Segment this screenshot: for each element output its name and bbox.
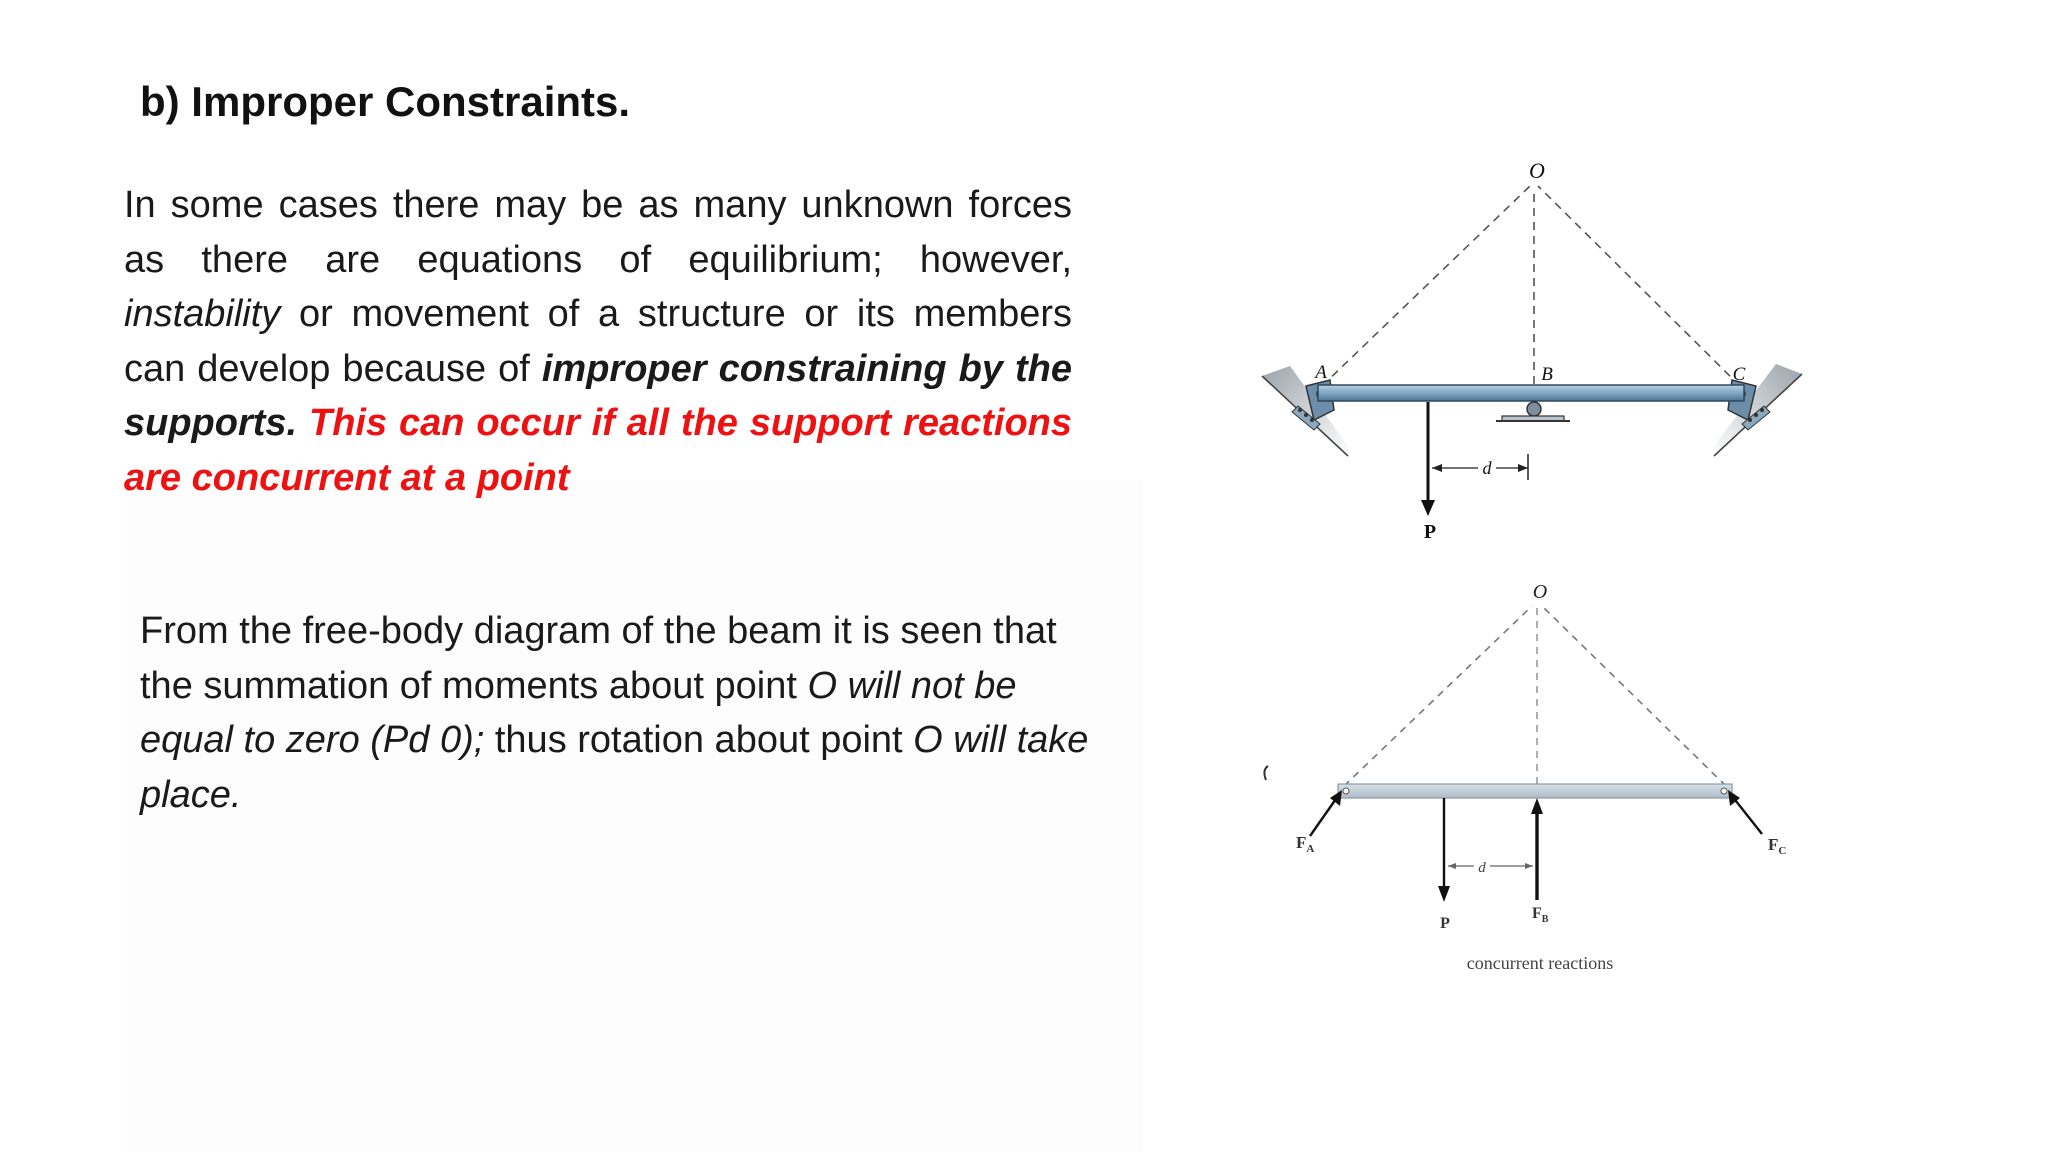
force-FB-arrowhead xyxy=(1531,798,1543,814)
figure-caption: concurrent reactions xyxy=(1466,953,1614,973)
label-FB: $F_B$ xyxy=(1532,905,1549,925)
load-P-arrowhead xyxy=(1421,500,1435,516)
fbd-text-1: From the free-body diagram of the beam it is seen that the summation of moments about point xyxy=(140,610,1057,707)
bottom-beam xyxy=(1338,784,1732,798)
intro-highlight-concurrent: This can occur if all the support reactions are concurrent at a point xyxy=(124,402,1072,499)
label-P-top: P xyxy=(1423,521,1437,543)
label-C: C xyxy=(1732,364,1746,385)
fbd-text-2: thus rotation about point xyxy=(484,719,914,762)
force-FA-arrow xyxy=(1310,796,1338,836)
label-B: B xyxy=(1541,364,1553,385)
fbd-conclusion: O will take place. xyxy=(140,719,1089,816)
intro-term-instability: instability xyxy=(124,293,281,336)
label-d-bottom: d xyxy=(1478,860,1486,876)
label-FC: $F_C$ xyxy=(1768,835,1787,857)
ground-A xyxy=(1262,366,1348,456)
intro-text-2: or movement of a structure or its members can develop because of xyxy=(124,293,1072,390)
top-beam xyxy=(1318,385,1744,401)
load-P-arrowhead-bottom xyxy=(1438,886,1450,902)
top-line-A-to-O xyxy=(1322,186,1530,386)
fbd-moment-statement: O will not be equal to zero (Pd 0); xyxy=(140,664,1017,762)
bottom-line-C-to-O xyxy=(1542,606,1726,786)
label-O-bottom: O xyxy=(1532,581,1548,603)
label-d-top: d xyxy=(1482,458,1492,478)
ground-C xyxy=(1714,364,1802,456)
dimension-d-top xyxy=(1432,454,1528,480)
label-FA: $F_A$ xyxy=(1296,833,1315,855)
dimension-d-bottom xyxy=(1448,863,1533,869)
top-line-C-to-O xyxy=(1538,186,1740,386)
bottom-line-A-to-O xyxy=(1344,606,1532,786)
slide-title: b) Improper Constraints. xyxy=(140,78,631,125)
label-O-top: O xyxy=(1529,158,1545,183)
stray-mark xyxy=(1264,766,1268,780)
bottom-beam-figure xyxy=(1264,581,1786,973)
force-FC-arrow xyxy=(1732,796,1762,834)
intro-text-1: In some cases there may be as many unknown forces as there are equations of equilibrium; however, xyxy=(124,184,1072,281)
label-P-bottom: P xyxy=(1440,915,1450,932)
intro-emphasis-improper: improper constraining by the supports. xyxy=(124,347,1072,445)
label-A: A xyxy=(1315,362,1327,383)
roller-support-B xyxy=(1496,402,1570,421)
top-beam-figure xyxy=(1262,158,1802,543)
